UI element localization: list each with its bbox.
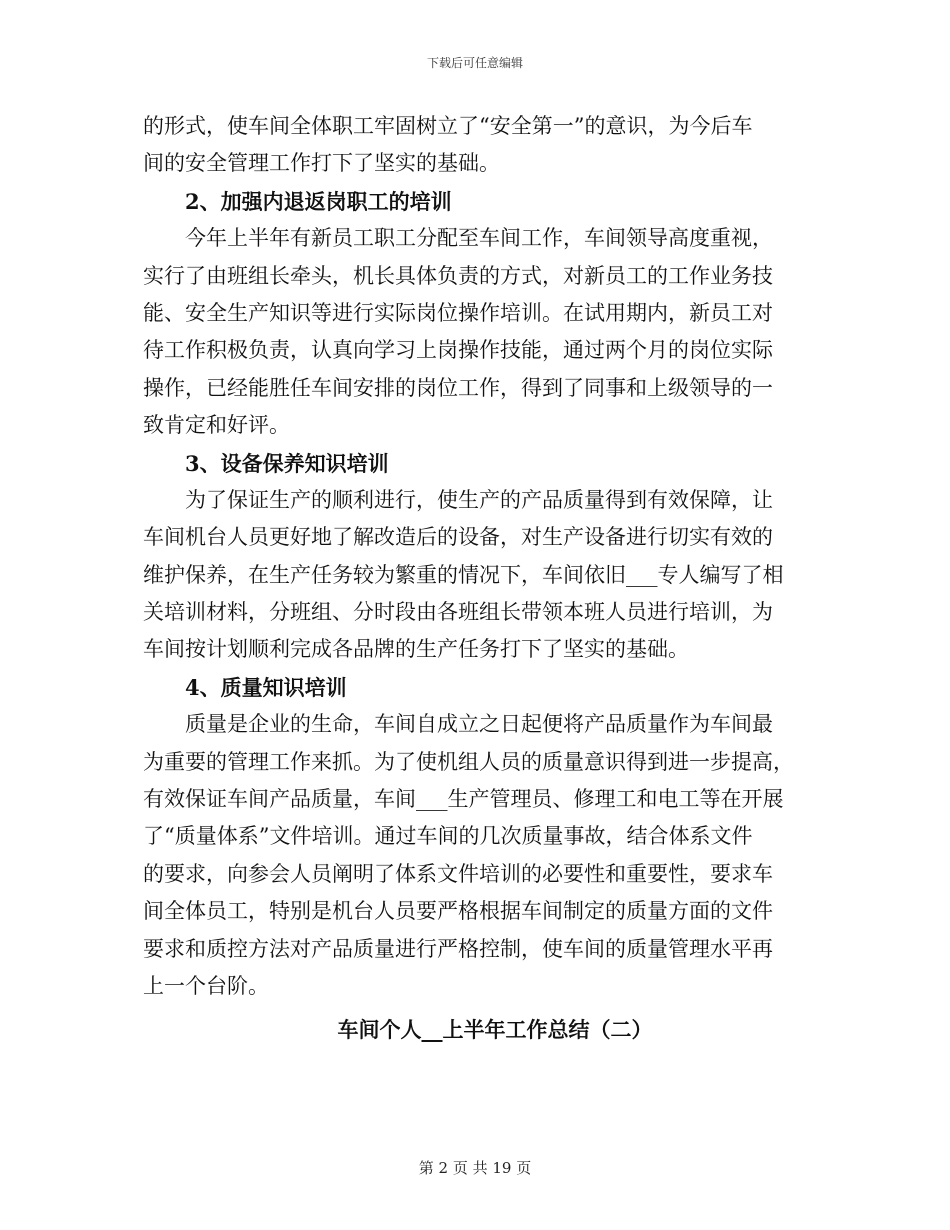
paragraph-line: 的形式，使车间全体职工牢固树立了“安全第一”的意识，为今后车 — [143, 114, 753, 138]
paragraph-line: 今年上半年有新员工职工分配至车间工作，车间领导高度重视， — [185, 226, 773, 251]
document-title: 车间个人__上半年工作总结（二） — [337, 1017, 653, 1043]
paragraph-line: 要求和质控方法对产品质量进行严格控制，使车间的质量管理水平再 — [143, 936, 773, 961]
paragraph-line: 为重要的管理工作来抓。为了使机组人员的质量意识得到进一步提高， — [143, 749, 794, 774]
paragraph-line: 操作，已经能胜任车间安排的岗位工作，得到了同事和上级领导的一 — [143, 375, 773, 400]
document-body — [143, 108, 807, 1049]
paragraph-line: 车间机台人员更好地了解改造后的设备，对生产设备进行切实有效的 — [143, 525, 773, 550]
header-note: 下载后可任意编辑 — [426, 56, 523, 70]
paragraph-line: 质量是企业的生命，车间自成立之日起便将产品质量作为车间最 — [185, 712, 773, 737]
paragraph-line: 了“质量体系”文件培训。通过车间的几次质量事故，结合体系文件 — [143, 824, 753, 849]
paragraph-line: 上一个台阶。 — [143, 973, 269, 998]
paragraph-line: 间的安全管理工作打下了坚实的基础。 — [143, 151, 500, 176]
paragraph-line: 间全体员工，特别是机台人员要严格根据车间制定的质量方面的文件 — [143, 899, 773, 924]
paragraph-line: 的要求，向参会人员阐明了体系文件培训的必要性和重要性，要求车 — [143, 861, 773, 886]
paragraph-line: 为了保证生产的顺利进行，使生产的产品质量得到有效保障，让 — [185, 487, 773, 512]
paragraph-line: 车间按计划顺利完成各品牌的生产任务打下了坚实的基础。 — [143, 637, 689, 662]
paragraph-line: 致肯定和好评。 — [143, 413, 290, 438]
section-heading-2: 2、加强内退返岗职工的培训 — [185, 188, 452, 214]
paragraph-line: 关培训材料，分班组、分时段由各班组长带领本班人员进行培训，为 — [143, 600, 773, 625]
paragraph-line: 能、安全生产知识等进行实际岗位操作培训。在试用期内，新员工对 — [143, 300, 773, 325]
paragraph-line: 维护保养，在生产任务较为繁重的情况下，车间依旧___专人编写了相 — [143, 562, 784, 587]
paragraph-line: 有效保证车间产品质量，车间___生产管理员、修理工和电工等在开展 — [143, 787, 784, 812]
section-heading-4: 4、质量知识培训 — [185, 674, 347, 700]
page-number: 第 2 页 共 19 页 — [418, 1159, 532, 1177]
paragraph-line: 待工作积极负责，认真向学习上岗操作技能，通过两个月的岗位实际 — [143, 338, 773, 363]
section-heading-3: 3、设备保养知识培训 — [185, 450, 389, 476]
paragraph-line: 实行了由班组长牵头，机长具体负责的方式，对新员工的工作业务技 — [143, 263, 773, 288]
